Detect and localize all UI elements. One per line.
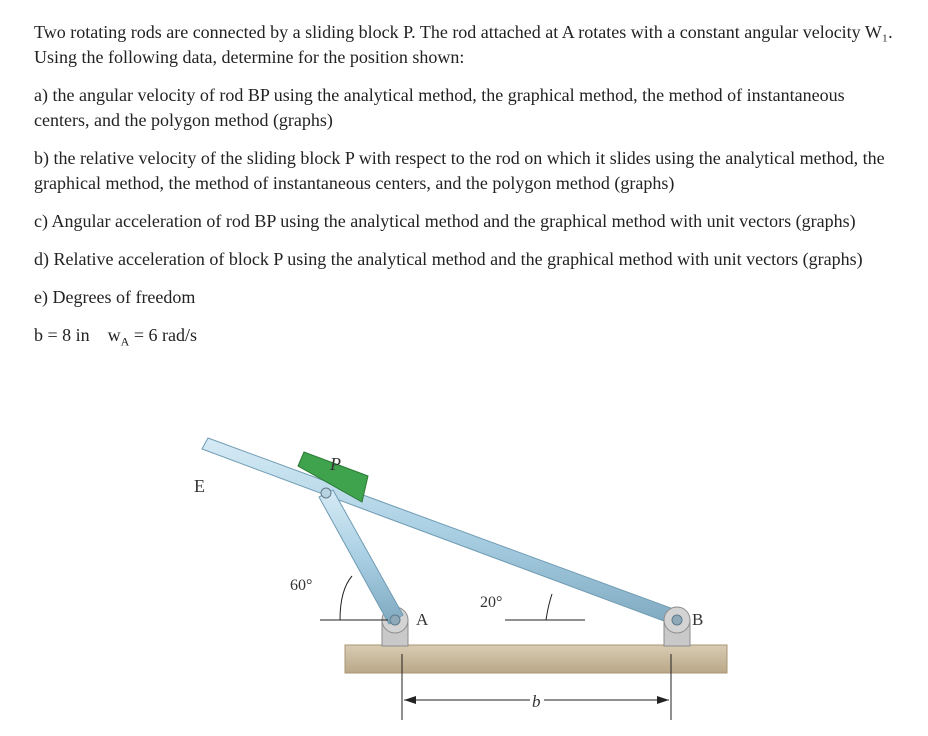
mechanism-figure xyxy=(180,430,740,730)
angle-60-arc xyxy=(340,576,352,620)
part-e: e) Degrees of freedom xyxy=(34,287,196,307)
label-e: E xyxy=(194,476,205,496)
label-b-point: B xyxy=(692,610,704,629)
param-w-value: = 6 rad/s xyxy=(133,325,197,345)
pivot-a xyxy=(390,615,400,625)
param-w-subscript: A xyxy=(120,334,130,349)
pivot-b xyxy=(672,615,682,625)
part-a: a) the angular velocity of rod BP using the analytical method, the graphical method, the method of instantaneous centers, and the polygon method (graphs) xyxy=(34,85,845,130)
pivot-p xyxy=(321,488,331,498)
given-parameters xyxy=(34,323,904,355)
problem-intro: Two rotating rods are connected by a sliding block P. The rod attached at A rotates with a constant angular velocity W₁. Using the following data, determine for the position shown: xyxy=(34,22,893,67)
angle-20-arc xyxy=(546,594,552,620)
support-b xyxy=(664,607,690,646)
label-b-dimension: b xyxy=(532,692,541,711)
label-20-deg: 20° xyxy=(480,594,503,611)
rod-bp xyxy=(202,438,687,627)
problem-statement xyxy=(34,20,904,368)
dimension-arrow-right xyxy=(657,696,669,704)
part-c: c) Angular acceleration of rod BP using the analytical method and the graphical method with unit vectors (graphs) xyxy=(34,211,856,231)
param-w-symbol: w xyxy=(107,325,121,345)
part-d: d) Relative acceleration of block P using the analytical method and the graphical method with unit vectors (graphs) xyxy=(34,249,863,269)
part-b: b) the relative velocity of the sliding block P with respect to the rod on which it slides using the analytical method, the graphical method, the method of instantaneous centers, and the polygon method (graphs) xyxy=(34,148,885,193)
label-60-deg: 60° xyxy=(290,577,313,594)
label-p: P xyxy=(330,454,341,474)
label-a: A xyxy=(416,610,429,629)
dimension-arrow-left xyxy=(404,696,416,704)
param-b: b = 8 in xyxy=(34,325,90,345)
